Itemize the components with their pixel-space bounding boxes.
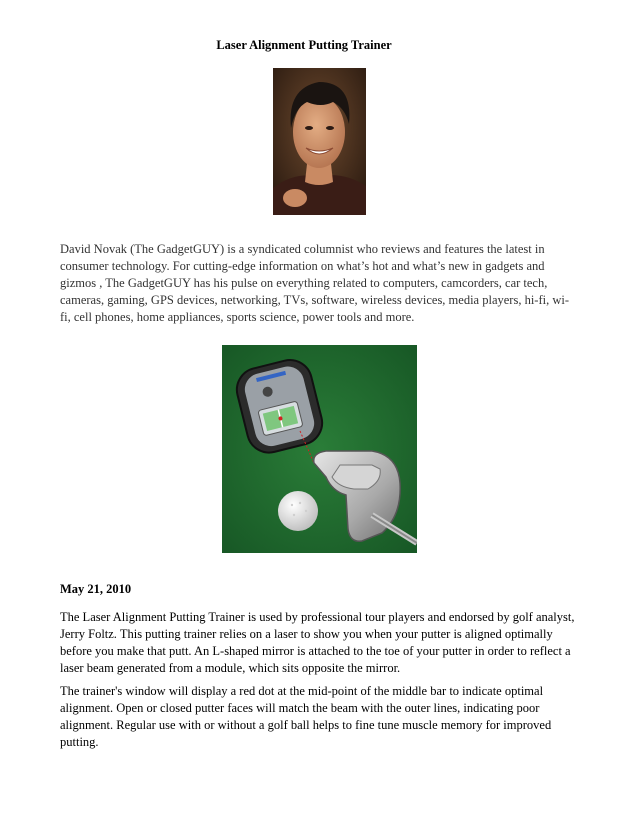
putting-trainer-image — [222, 345, 417, 553]
author-photo — [273, 68, 366, 215]
author-portrait-image — [273, 68, 366, 215]
article-paragraph-2: The trainer's window will display a red dot at the mid-point of the middle bar to indicate optimal alignment. Open or closed putter faces will match the beam with the outer lines, indicating poor alignment. Regular use with or without a golf ball helps to fine tune muscle memory for improved putting. — [60, 684, 552, 749]
author-bio: David Novak (The GadgetGUY) is a syndicated columnist who reviews and features the latest in consumer technology. For cutting-edge information on what’s hot and what’s new in gadgets and gizmos , The GadgetGUY has his pulse on everything related to computers, camcorders, car tech, cameras, gaming, GPS devices, networking, TVs, software, wireless devices, media players, hi-fi, wi-fi, cell phones, home appliances, sports science, power tools and more. — [60, 242, 570, 324]
article-title: Laser Alignment Putting Trainer — [216, 38, 392, 52]
article-paragraph-1: The Laser Alignment Putting Trainer is used by professional tour players and endorsed by golf analyst, Jerry Foltz. This putting trainer relies on a laser to show you when your putter is aligned optimally before you make that putt. An L-shaped mirror is attached to the toe of your putter in order to reflect a laser beam generated from a module, which sits opposite the mirror. — [60, 610, 575, 675]
article-date: May 21, 2010 — [60, 582, 132, 596]
product-photo — [222, 345, 417, 553]
